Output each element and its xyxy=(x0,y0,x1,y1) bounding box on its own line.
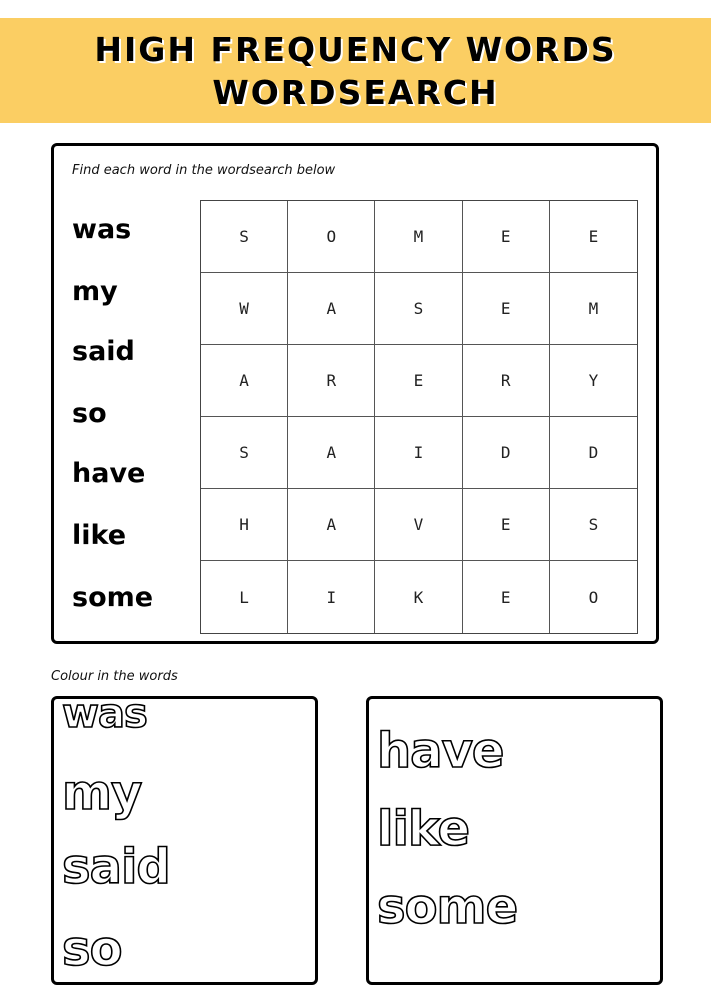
grid-cell[interactable]: K xyxy=(375,561,462,633)
grid-cell[interactable]: I xyxy=(288,561,375,633)
grid-cell[interactable]: E xyxy=(463,201,550,273)
outline-word[interactable]: have xyxy=(377,723,504,779)
grid-cell[interactable]: E xyxy=(463,489,550,561)
grid-cell[interactable]: A xyxy=(201,345,288,417)
grid-cell[interactable]: W xyxy=(201,273,288,345)
grid-cell[interactable]: A xyxy=(288,273,375,345)
word-list-item: some xyxy=(72,582,154,613)
wordsearch-instruction: Find each word in the wordsearch below xyxy=(72,163,336,178)
outline-word[interactable]: said xyxy=(62,839,170,895)
grid-cell[interactable]: A xyxy=(288,489,375,561)
grid-cell[interactable]: A xyxy=(288,417,375,489)
outline-word[interactable]: some xyxy=(377,879,518,935)
title-line-1: HIGH FREQUENCY WORDS xyxy=(94,29,617,69)
word-list-item: my xyxy=(72,276,118,307)
word-list-item: was xyxy=(72,214,132,245)
outline-word[interactable]: my xyxy=(62,765,142,821)
grid-cell[interactable]: S xyxy=(550,489,637,561)
word-list-item: said xyxy=(72,336,135,367)
outline-word[interactable]: so xyxy=(62,921,122,977)
grid-cell[interactable]: D xyxy=(463,417,550,489)
word-list-item: have xyxy=(72,458,146,489)
colour-instruction: Colour in the words xyxy=(51,669,178,684)
outline-word[interactable]: was xyxy=(62,696,147,737)
grid-cell[interactable]: D xyxy=(550,417,637,489)
grid-cell[interactable]: E xyxy=(463,561,550,633)
grid-cell[interactable]: V xyxy=(375,489,462,561)
grid-cell[interactable]: E xyxy=(463,273,550,345)
title-banner xyxy=(0,18,711,123)
grid-cell[interactable]: S xyxy=(375,273,462,345)
grid-cell[interactable]: Y xyxy=(550,345,637,417)
word-list-item: so xyxy=(72,398,107,429)
colour-panel-left xyxy=(51,696,318,985)
grid-cell[interactable]: E xyxy=(550,201,637,273)
grid-cell[interactable]: R xyxy=(288,345,375,417)
title-line-2: WORDSEARCH xyxy=(212,72,499,112)
grid-cell[interactable]: L xyxy=(201,561,288,633)
outline-word[interactable]: like xyxy=(377,801,470,857)
grid-cell[interactable]: I xyxy=(375,417,462,489)
grid-cell[interactable]: M xyxy=(375,201,462,273)
grid-cell[interactable]: H xyxy=(201,489,288,561)
grid-cell[interactable]: E xyxy=(375,345,462,417)
grid-cell[interactable]: O xyxy=(588,587,599,607)
word-list-item: like xyxy=(72,520,127,551)
letter-grid xyxy=(200,200,638,634)
grid-cell[interactable]: O xyxy=(288,201,375,273)
grid-cell[interactable]: R xyxy=(463,345,550,417)
colour-panel-right xyxy=(366,696,663,985)
grid-cell[interactable]: M xyxy=(550,273,637,345)
grid-cell[interactable]: S xyxy=(201,201,288,273)
wordsearch-panel xyxy=(51,143,659,644)
grid-cell[interactable]: S xyxy=(201,417,288,489)
